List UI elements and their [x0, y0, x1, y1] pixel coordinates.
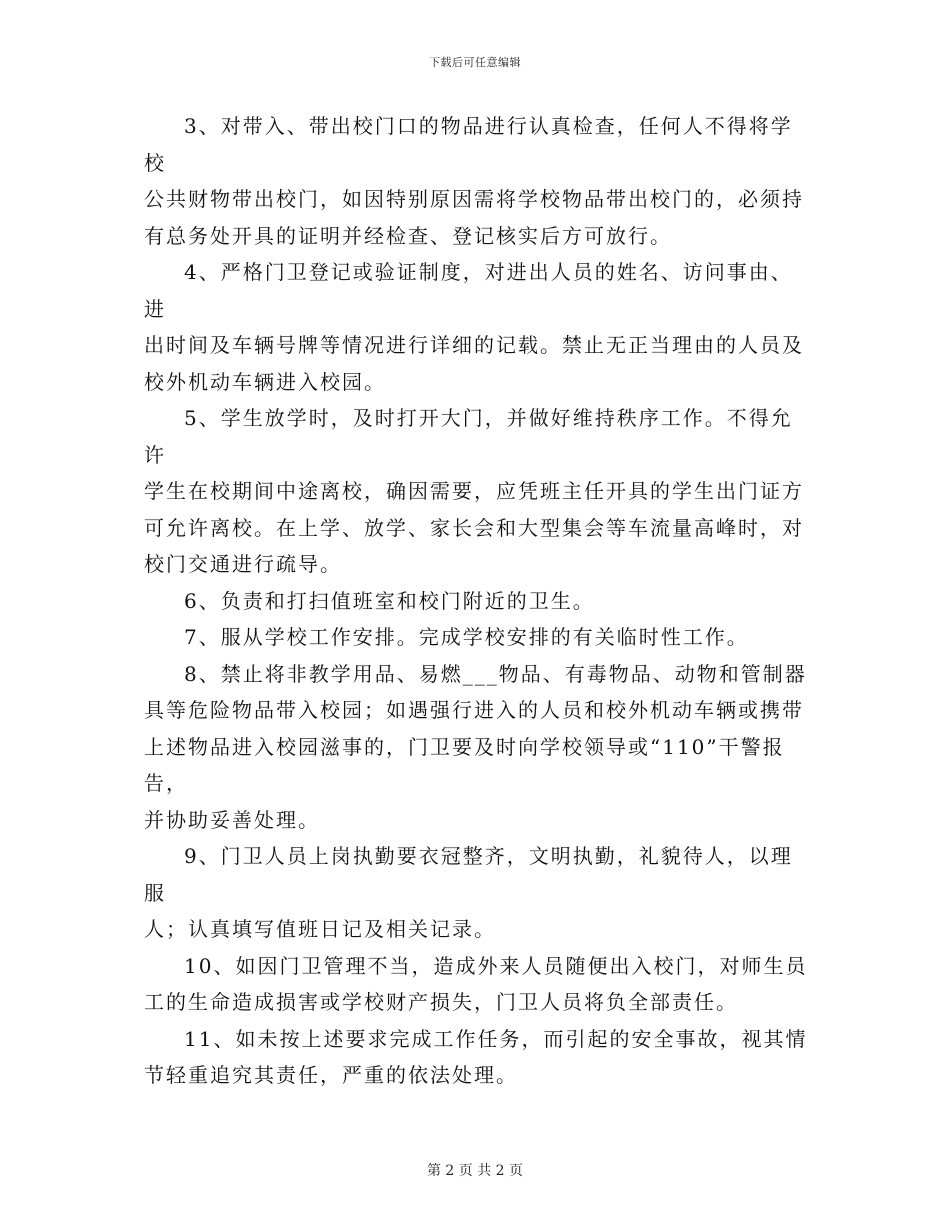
paragraph-item-11: 11、如未按上述要求完成工作任务，而引起的安全事故，视其情 节轻重追究其责任，严重的依法处理。 — [144, 1026, 808, 1087]
paragraph-item-4: 4、严格门卫登记或验证制度，对进出人员的姓名、访问事由、进 出时间及车辆号牌等情况进行详细的记载。禁止无正当理由的人员及 校外机动车辆进入校园。 — [144, 260, 804, 394]
page-header: 下载后可任意编辑 — [429, 56, 521, 69]
paragraph-item-9: 9、门卫人员上岗执勤要衣冠整齐，文明执勤，礼貌待人，以理服 人；认真填写值班日记及相关记录。 — [144, 844, 793, 941]
paragraph-item-6: 6、负责和打扫值班室和校门附近的卫生。 — [184, 588, 595, 613]
paragraph-item-10: 10、如因门卫管理不当，造成外来人员随便出入校门，对师生员 工的生命造成损害或学校财产损失，门卫人员将负全部责任。 — [144, 953, 808, 1014]
paragraph-item-8: 8、禁止将非教学用品、易燃___物品、有毒物品、动物和管制器 具等危险物品带入校园；如遇强行进入的人员和校外机动车辆或携带 上述物品进入校园滋事的，门卫要及时向学校领导或“110”干警报告， 并协助妥善处理。 — [144, 661, 807, 832]
page-number: 第 2 页 共 2 页 — [426, 1163, 524, 1179]
paragraph-item-7: 7、服从学校工作安排。完成学校安排的有关临时性工作。 — [184, 625, 749, 649]
paragraph-item-3: 3、对带入、带出校门口的物品进行认真检查，任何人不得将学校 公共财物带出校门，如因特别原因需将学校物品带出校门的，必须持 有总务处开具的证明并经检查、登记核实后方可放行。 — [144, 114, 804, 248]
paragraph-item-5: 5、学生放学时，及时打开大门，并做好维持秩序工作。不得允许 学生在校期间中途离校，确因需要，应凭班主任开具的学生出门证方 可允许离校。在上学、放学、家长会和大型集会等车流量高峰时，对 校门交通进行疏导。 — [144, 406, 804, 576]
document-body — [144, 108, 814, 1094]
